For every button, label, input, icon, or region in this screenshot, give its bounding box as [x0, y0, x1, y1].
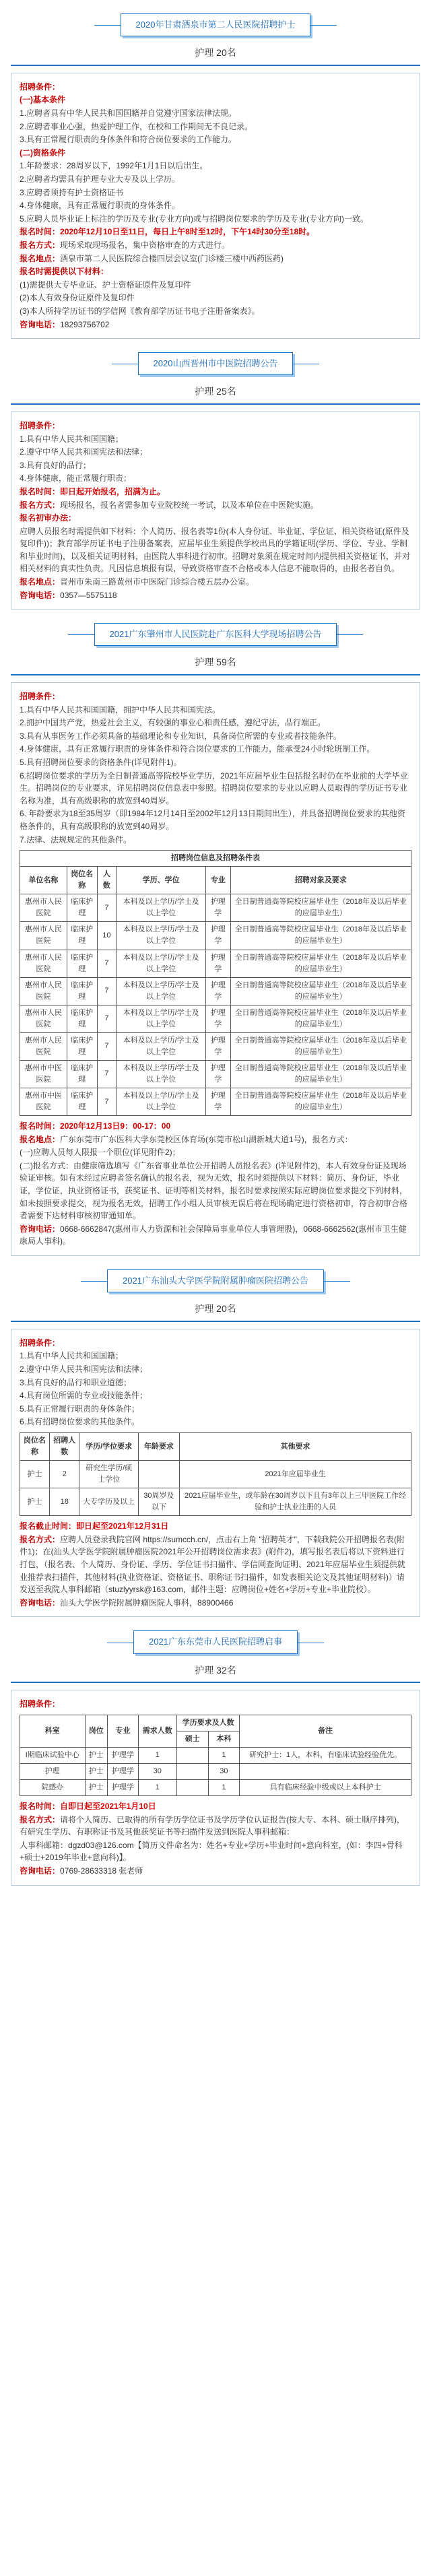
time-label: 报名时间： — [20, 227, 61, 237]
cell-num: 7 — [97, 1060, 117, 1088]
place-label: 报名地点： — [20, 577, 61, 587]
contact-value: 0357—5575118 — [60, 590, 117, 600]
list-item: 3.具有从事医务工作必须具备的基础理论和专业知识，具备岗位所需的专业或者技能条件。 — [20, 731, 342, 741]
cell-num: 7 — [97, 894, 117, 922]
column-header: 学历、学位 — [117, 867, 206, 894]
column-header: 硕士 — [177, 1731, 209, 1747]
notice-5-title: 2021广东东莞市人民医院招聘启事 — [133, 1630, 298, 1653]
cell-major: 护理学 — [206, 977, 231, 1005]
notice-1-quota: 护理 20名 — [195, 47, 236, 59]
cell-note: 具有临床经验中级或以上本科护士 — [240, 1780, 411, 1796]
cell-edu: 本科及以上学历/学士及以上学位 — [117, 950, 206, 977]
column-header: 年龄要求 — [138, 1433, 179, 1461]
cell-post: 护士 — [20, 1488, 50, 1516]
place-label: 报名地点： — [20, 253, 61, 263]
list-item: (2)本人有效身份证原件及复印件 — [20, 293, 135, 303]
basic-conditions-heading: (一)基本条件 — [20, 95, 65, 105]
column-header: 学历/学位要求 — [79, 1433, 138, 1461]
positions-table — [20, 1715, 411, 1796]
positions-table — [20, 1432, 411, 1516]
method-value: 现场报名，报名者需参加专业院校统一考试，以及本单位在中医院实施。 — [60, 500, 319, 510]
time-value: 即日起至2021年12月31日 — [76, 1521, 169, 1531]
cell-other: 2021应届毕业生，或年龄在30周岁以下且有3年以上三甲医院工作经验和护士执业注册的人员 — [180, 1488, 411, 1516]
cell-age — [138, 1461, 179, 1488]
time-label: 报名时间： — [20, 1121, 61, 1131]
list-item: 5.应聘人员毕业证上标注的学历及专业(专业方向)或与招聘岗位要求的学历及专业(专业方向)一致。 — [20, 213, 368, 224]
email-line: 人事科邮箱：dgzd03@126.com【简历文件命名为：姓名+专业+学历+毕业时间+意向科室，(如：李四+骨科+硕士+2019年毕业+意向科)】。 — [20, 1840, 403, 1863]
list-item: 1.应聘者具有中华人民共和国国籍并自觉遵守国家法律法规。 — [20, 108, 237, 119]
time-value: 2020年12月13日9：00-17：00 — [60, 1121, 171, 1131]
cell-edu: 大专学历及以上 — [79, 1488, 138, 1516]
contact-value: 0668-6662847(惠州市人力资源和社会保障局事业单位人事管理股)，0668-6662562(惠州市卫生健康局人事科)。 — [20, 1224, 407, 1247]
notice-4-body — [11, 1329, 420, 1618]
table-row — [20, 1032, 411, 1060]
cell-req: 全日制普通高等院校应届毕业生（2018年及以后毕业的应届毕业生） — [230, 977, 411, 1005]
list-item: 4.身体健康，能正常履行职责； — [20, 473, 132, 484]
cell-unit: 惠州市中医医院 — [20, 1060, 67, 1088]
cell-edu: 本科及以上学历/学士及以上学位 — [117, 1088, 206, 1116]
method-label: 报名方式： — [20, 1534, 61, 1544]
cell-major: 护理学 — [206, 1088, 231, 1116]
cell-num: 18 — [50, 1488, 79, 1516]
table-row — [20, 1780, 411, 1796]
notice-3-body — [11, 682, 420, 1256]
divider — [11, 1321, 420, 1322]
column-header: 人数 — [97, 867, 117, 894]
cell-edu: 本科及以上学历/学士及以上学位 — [117, 1032, 206, 1060]
cell-major: 护理学 — [108, 1780, 139, 1796]
divider — [11, 1682, 420, 1683]
list-item: 3.具有正常履行职责的身体条件和符合岗位要求的工作能力。 — [20, 135, 237, 145]
cell-master — [177, 1780, 209, 1796]
table-row — [20, 977, 411, 1005]
list-item: 2.拥护中国共产党，热爱社会主义，有较强的事业心和责任感，遵纪守法，品行端正。 — [20, 718, 326, 728]
table-row — [20, 1747, 411, 1763]
cell-post: 临床护理 — [67, 1088, 97, 1116]
contact-label: 咨询电话： — [20, 1866, 61, 1876]
time-label: 报名截止时间： — [20, 1521, 77, 1531]
table-row — [20, 1005, 411, 1032]
cell-req: 全日制普通高等院校应届毕业生（2018年及以后毕业的应届毕业生） — [230, 922, 411, 950]
method-value: 应聘人员登录我院官网 https://sumcch.cn/，点击右上角 "招聘英才"，下载我院公开招聘报名表(附件1)；在(汕头大学医学院附属肿瘤医院2021年公开招聘岗位需求表》(附件2)，填写报名表后将以下资料进行打包，（报名表、个人简历、身份证、学历、学位证书扫描件、学信网查询证明、2021年应届毕业生须提供就业推荐表扫描件，其他材料(执业资格证、资格证书、职称证书扫描件，如发表相关论文及其他证明材料)）请发送至我院人事科邮箱（stuzlyyrsk@163.com，邮件主题：应聘岗位+姓名+学历+专业+毕业院校）。 — [20, 1534, 405, 1595]
cell-unit: 惠州市人民医院 — [20, 950, 67, 977]
cell-req: 全日制普通高等院校应届毕业生（2018年及以后毕业的应届毕业生） — [230, 1005, 411, 1032]
place-value: 酒泉市第二人民医院综合楼四层会议室(门诊楼三楼中西药医药) — [60, 253, 284, 263]
column-header: 招聘对象及要求 — [230, 867, 411, 894]
cell-num: 2 — [50, 1461, 79, 1488]
column-header: 专业 — [206, 867, 231, 894]
list-item: 6.具有招聘岗位要求的其他条件。 — [20, 1417, 140, 1427]
table-caption: 招聘岗位信息及招聘条件表 — [20, 851, 411, 867]
list-item: 1.年龄要求：28周岁以下，1992年1月1日以后出生。 — [20, 161, 208, 171]
cell-bachelor: 1 — [208, 1780, 240, 1796]
cell-req: 全日制普通高等院校应届毕业生（2018年及以后毕业的应届毕业生） — [230, 1060, 411, 1088]
cell-num: 7 — [97, 950, 117, 977]
column-header: 本科 — [208, 1731, 240, 1747]
time-label: 报名时间： — [20, 1802, 61, 1812]
cell-edu: 研究生学历/硕士学位 — [79, 1461, 138, 1488]
cell-post: 临床护理 — [67, 922, 97, 950]
table-row — [20, 1088, 411, 1116]
list-item: 1.具有中华人民共和国国籍，拥护中华人民共和国宪法。 — [20, 704, 221, 715]
contact-value: 18293756702 — [60, 319, 110, 329]
list-item: (3)本人所持学历证书的学信网《教育部学历证书电子注册备案表》。 — [20, 306, 260, 316]
cell-total: 1 — [138, 1747, 176, 1763]
notice-5 — [11, 1617, 420, 1885]
notice-5-quota: 护理 32名 — [195, 1664, 236, 1676]
method-value: 请将个人简历、已取得的所有学历学位证书及学历学位认证报告(按大专、本科、硕士顺序排列)，有研究生学历、有职称证书及其他获奖证书等扫描件发送到医院人事科邮箱： — [20, 1814, 405, 1837]
list-item: 1.具有中华人民共和国国籍； — [20, 434, 124, 444]
cell-other: 2021年应届毕业生 — [180, 1461, 411, 1488]
cell-master — [177, 1747, 209, 1763]
cell-major: 护理学 — [206, 1032, 231, 1060]
column-header: 学历要求及人数 — [177, 1715, 240, 1731]
cell-total: 30 — [138, 1764, 176, 1780]
time-value: 2020年12月10日至11日，每日上午8时至12时，下午14时30分至18时。 — [60, 227, 315, 237]
conditions-label: 招聘条件： — [20, 420, 61, 430]
notice-2 — [11, 339, 420, 609]
table-row — [20, 1461, 411, 1488]
cell-unit: 惠州市人民医院 — [20, 1032, 67, 1060]
cell-post: 临床护理 — [67, 977, 97, 1005]
divider — [11, 674, 420, 675]
list-item: 6.招聘岗位要求的学历为全日制普通高等院校毕业学历，2021年应届毕业生包括报名时仍在毕业前的大学毕业生。招聘岗位的专业要求，详见招聘岗位信息表中参照。招聘岗位要求的专业以应聘人员取得的学历证书专业名称为准，具有高级职称的放宽到40周岁。 — [20, 770, 408, 805]
place-value: 广东东莞市广东医科大学东莞校区体育场(东莞市松山湖新城大道1号)，报名方式： — [60, 1134, 353, 1144]
divider — [11, 65, 420, 66]
cell-major: 护理学 — [206, 894, 231, 922]
cell-edu: 本科及以上学历/学士及以上学位 — [117, 894, 206, 922]
notice-3-title: 2021广东肇州市人民医院赴广东医科大学现场招聘公告 — [94, 623, 337, 646]
cell-post: 护士 — [85, 1747, 108, 1763]
column-header: 岗位 — [85, 1715, 108, 1747]
list-item: 2.遵守中华人民共和国宪法和法律； — [20, 447, 148, 457]
cell-major: 护理学 — [206, 922, 231, 950]
list-item: 6. 年龄要求为18至35周岁（即1984年12月14日至2002年12月13日期间出生），并具备招聘岗位要求的其他资格条件的，具有高级职称的放宽到40周岁。 — [20, 809, 405, 832]
conditions-label: 招聘条件： — [20, 1337, 61, 1348]
notice-3 — [11, 609, 420, 1256]
cell-major: 护理学 — [206, 1060, 231, 1088]
cell-post: 临床护理 — [67, 894, 97, 922]
method-label: 报名方式： — [20, 240, 61, 250]
cell-dept: 护理 — [20, 1764, 86, 1780]
list-item: 4.身体健康，具有正常履行职责的身体条件和符合岗位要求的工作能力，能承受24小时轮班制工作。 — [20, 744, 375, 754]
contact-value: 汕头大学医学院附属肿瘤医院人事科，88900466 — [60, 1597, 234, 1608]
positions-table — [20, 850, 411, 1116]
cell-unit: 惠州市人民医院 — [20, 894, 67, 922]
cell-post: 护士 — [85, 1764, 108, 1780]
notice-4-quota: 护理 20名 — [195, 1303, 236, 1315]
list-item: (二)报名方式：由健康筛选填写《广东省事业单位公开招聘人员报名表》(详见附件2)，本人有效身份证及现场验证审核。如有未经过应聘者签名确认的报名表，视为无效，报名时须提供以下材料：简历、身份证，毕业证，学位证，执业资格证书，获奖证书、证明等相关材料，报名时要求按照实际应聘岗位要求提交下列材料，如未按照要求提交，视为报名无效，招聘工作小组人员审核无误后将在现场确定进行资格初审，符合初审合格者需要下达材料审核初审通知单。 — [20, 1160, 408, 1221]
cell-edu: 本科及以上学历/学士及以上学位 — [117, 922, 206, 950]
place-value: 晋州市朱南三路黄州市中医院门诊综合楼五层办公室。 — [60, 577, 255, 587]
notice-2-body — [11, 411, 420, 609]
materials-label: 报名时需提供以下材料： — [20, 267, 109, 277]
notice-2-quota: 护理 25名 — [195, 386, 236, 397]
table-row — [20, 1060, 411, 1088]
notice-2-title: 2020山西晋州市中医院招聘公告 — [138, 352, 294, 375]
list-item: 3.应聘者须持有护士资格证书 — [20, 187, 124, 197]
notice-1 — [11, 0, 420, 339]
conditions-label: 招聘条件： — [20, 81, 61, 92]
cell-num: 7 — [97, 1088, 117, 1116]
cell-note — [240, 1764, 411, 1780]
cell-post: 护士 — [85, 1780, 108, 1796]
column-header: 岗位名称 — [20, 1433, 50, 1461]
method-label: 报名方式： — [20, 1814, 61, 1824]
list-item: 2.遵守中华人民共和国宪法和法律； — [20, 1364, 148, 1375]
list-item: 1.具有中华人民共和国国籍； — [20, 1351, 124, 1361]
cell-req: 全日制普通高等院校应届毕业生（2018年及以后毕业的应届毕业生） — [230, 1088, 411, 1116]
cell-req: 全日制普通高等院校应届毕业生（2018年及以后毕业的应届毕业生） — [230, 1032, 411, 1060]
cell-master — [177, 1764, 209, 1780]
cell-num: 7 — [97, 977, 117, 1005]
conditions-label: 招聘条件： — [20, 692, 61, 702]
cell-dept: I期临床试验中心 — [20, 1747, 86, 1763]
method-label: 报名方式： — [20, 500, 61, 510]
list-item: 7.法律、法规规定的其他条件。 — [20, 834, 132, 845]
cell-unit: 惠州市人民医院 — [20, 977, 67, 1005]
cell-note: 研究护士：1人，本科，有临床试验经验优先。 — [240, 1747, 411, 1763]
cell-edu: 本科及以上学历/学士及以上学位 — [117, 1005, 206, 1032]
table-row — [20, 950, 411, 977]
list-item: 2.应聘者均需具有护理专业大专及以上学历。 — [20, 174, 180, 184]
column-header: 专业 — [108, 1715, 139, 1747]
table-row — [20, 1764, 411, 1780]
table-row — [20, 922, 411, 950]
cell-unit: 惠州市人民医院 — [20, 922, 67, 950]
column-header: 招聘人数 — [50, 1433, 79, 1461]
table-row — [20, 894, 411, 922]
cell-edu: 本科及以上学历/学士及以上学位 — [117, 977, 206, 1005]
cell-bachelor: 1 — [208, 1747, 240, 1763]
contact-value: 0769-28633318 张老师 — [60, 1866, 143, 1876]
cell-unit: 惠州市中医医院 — [20, 1088, 67, 1116]
column-header: 单位名称 — [20, 867, 67, 894]
list-item: 2.应聘者事业心强，热爱护理工作，在校和工作期间无不良记录。 — [20, 121, 253, 131]
cell-num: 10 — [97, 922, 117, 950]
cell-major: 护理学 — [206, 950, 231, 977]
notice-3-quota: 护理 59名 — [195, 657, 236, 668]
contact-label: 咨询电话： — [20, 1224, 61, 1234]
time-label: 报名时间： — [20, 486, 61, 496]
qualification-heading: (二)资格条件 — [20, 147, 65, 158]
notice-4-title: 2021广东汕头大学医学院附属肿瘤医院招聘公告 — [107, 1269, 324, 1292]
cell-dept: 院感办 — [20, 1780, 86, 1796]
cell-post: 临床护理 — [67, 1032, 97, 1060]
time-value: 即日起开始报名，招满为止。 — [60, 486, 166, 496]
cell-unit: 惠州市人民医院 — [20, 1005, 67, 1032]
cell-bachelor: 30 — [208, 1764, 240, 1780]
cell-req: 全日制普通高等院校应届毕业生（2018年及以后毕业的应届毕业生） — [230, 894, 411, 922]
column-header: 科室 — [20, 1715, 86, 1747]
procedure-label: 报名初审办法： — [20, 513, 77, 523]
table-row — [20, 1488, 411, 1516]
cell-num: 7 — [97, 1032, 117, 1060]
procedure-text: 应聘人员报名时需提供如下材料：个人简历、报名表等1份(本人身份证、毕业证、学位证、相关资格证(原件及复印件))；教育部学历证书电子注册备案表，应届毕业生须提供学校出具的学籍证明(学历、学位、专业、学制和毕业时间)，以及相关证明材料，由医院人事科进行初审。招聘对象须在规定时间内提供相关资格证书，并对相关材料的真实性负责。凡因信息填报有误，导致资格审查不合格或本人信息不能取得的，由报名者自负。 — [20, 526, 411, 574]
cell-post: 临床护理 — [67, 950, 97, 977]
notice-1-body — [11, 73, 420, 339]
cell-edu: 本科及以上学历/学士及以上学位 — [117, 1060, 206, 1088]
contact-label: 咨询电话： — [20, 1597, 61, 1608]
notice-5-body — [11, 1690, 420, 1885]
list-item: 3.具有良好的品行； — [20, 460, 92, 470]
column-header: 其他要求 — [180, 1433, 411, 1461]
column-header: 岗位名称 — [67, 867, 97, 894]
cell-post: 临床护理 — [67, 1060, 97, 1088]
contact-label: 咨询电话： — [20, 319, 61, 329]
cell-major: 护理学 — [206, 1005, 231, 1032]
cell-post: 护士 — [20, 1461, 50, 1488]
list-item: 3.具有良好的品行和职业道德； — [20, 1377, 132, 1387]
list-item: 5.具有招聘岗位要求的资格条件(详见附件1)。 — [20, 758, 182, 768]
list-item: (一)应聘人员每人限报一个职位(详见附件2)； — [20, 1148, 180, 1158]
list-item: 4.具有岗位所需的专业或技能条件； — [20, 1391, 148, 1401]
list-item: (1)需提供大专毕业证、护士资格证原件及复印件 — [20, 279, 191, 290]
cell-total: 1 — [138, 1780, 176, 1796]
conditions-label: 招聘条件： — [20, 1699, 61, 1709]
notice-1-title: 2020年甘肃酒泉市第二人民医院招聘护士 — [121, 13, 311, 36]
column-header: 备注 — [240, 1715, 411, 1747]
notice-4 — [11, 1256, 420, 1617]
cell-num: 7 — [97, 1005, 117, 1032]
list-item: 4.身体健康，具有正常履行职责的身体条件。 — [20, 201, 180, 211]
cell-req: 全日制普通高等院校应届毕业生（2018年及以后毕业的应届毕业生） — [230, 950, 411, 977]
cell-major: 护理学 — [108, 1747, 139, 1763]
cell-major: 护理学 — [108, 1764, 139, 1780]
place-label: 报名地点： — [20, 1134, 61, 1144]
contact-label: 咨询电话： — [20, 590, 61, 600]
time-value: 自即日起至2021年1月10日 — [60, 1802, 156, 1812]
cell-age: 30周岁及以下 — [138, 1488, 179, 1516]
list-item: 5.具有正常履行职责的身体条件； — [20, 1403, 140, 1414]
divider — [11, 403, 420, 405]
column-header: 需求人数 — [138, 1715, 176, 1747]
method-value: 现场采取现场报名，集中资格审查的方式进行。 — [60, 240, 230, 250]
cell-post: 临床护理 — [67, 1005, 97, 1032]
